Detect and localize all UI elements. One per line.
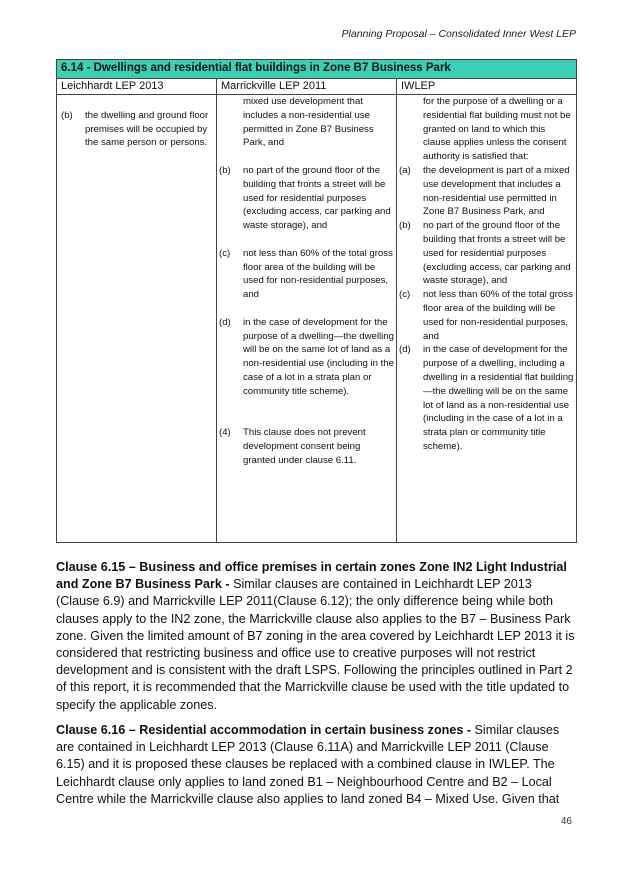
list-item: (b) no part of the ground floor of the building that fronts a street will be used for residential purposes (excluding access, car parking and waste storage), and (219, 164, 391, 232)
list-item: (b) the dwelling and ground floor premises will be occupied by the same person or persons. (61, 109, 209, 149)
list-item: (c) not less than 60% of the total gross floor area of the building will be used for non-residential purposes, and (399, 289, 573, 342)
paragraph-heading: Clause 6.15 – Business and office premises in certain zones Zone IN2 Light Industrial and Zone B7 Business Park - (56, 560, 567, 592)
list-item: (c) not less than 60% of the total gross floor area of the building will be used for non-residential purposes, and (219, 247, 393, 301)
table-title: 6.14 - Dwellings and residential flat buildings in Zone B7 Business Park (57, 60, 577, 79)
column-header-iwlep: IWLEP (397, 79, 577, 95)
leichhardt-cell (57, 95, 217, 543)
list-item: (d) in the case of development for the purpose of a dwelling, including a dwelling in a residential flat building—the dwelling will be on the same lot of land as a non-residential use (including in the case of a lot in a strata plan or community title scheme). (399, 344, 574, 452)
paragraph-heading: Clause 6.16 – Residential accommodation in certain business zones - (56, 723, 472, 737)
column-header-leichhardt: Leichhardt LEP 2013 (57, 79, 217, 95)
list-item: (4) This clause does not prevent development consent being granted under clause 6.11. (219, 427, 366, 466)
iwlep-cell (397, 95, 577, 543)
list-item: mixed use development that includes a non-residential use permitted in Zone B7 Business Park, and (243, 96, 374, 149)
list-item: (a) the development is part of a mixed use development that includes a non-residential use permitted in Zone B7 Business Park, and (399, 164, 570, 218)
running-header: Planning Proposal – Consolidated Inner West LEP (341, 28, 576, 40)
marrickville-cell (217, 95, 397, 543)
comparison-table (56, 59, 577, 543)
paragraph-clause-6-15 (56, 559, 578, 714)
paragraph-body: Similar clauses are contained in Leichhardt LEP 2013 (Clause 6.9) and Marrickville LEP 2011(Clause 6.12); the only difference being while both clauses apply to the IN2 zone, the Marrickville clause also applies to the B7 – Business Park zone. Given the limited amount of B7 zoning in the area covered by Leichhardt LEP 2013 it is considered that restricting business and office use to creative purposes will not restrict development and is consistent with the draft LSPS. Following the principles outlined in Part 2 of this report, it is recommended that the Marrickville clause be used with the title updated to specify the applicable zones. (56, 577, 575, 712)
list-item: (d) in the case of development for the purpose of a dwelling—the dwelling will be on the same lot of land as a non-residential use (including in the case of a lot in a strata plan or community title scheme). (219, 316, 394, 397)
page-number: 46 (560, 816, 572, 827)
list-item: (b) no part of the ground floor of the building that fronts a street will be used for residential purposes (excluding access, car parking and waste storage), and (399, 220, 571, 287)
paragraph-clause-6-16 (56, 722, 578, 808)
paragraph-body: Similar clauses are contained in Leichhardt LEP 2013 (Clause 6.11A) and Marrickville LEP 2011 (Clause 6.15) and it is proposed these clauses be replaced with a combined clause in IWLEP. The Leichhardt clause only applies to land zoned B1 – Neighbourhood Centre and B2 – Local Centre while the Marrickville clause also applies to land zoned B4 – Mixed Use. Given that (56, 723, 560, 806)
column-header-marrickville: Marrickville LEP 2011 (217, 79, 397, 95)
list-item: for the purpose of a dwelling or a residential flat building must not be granted on land to which this clause applies unless the consent authority is satisfied that: (423, 96, 571, 163)
